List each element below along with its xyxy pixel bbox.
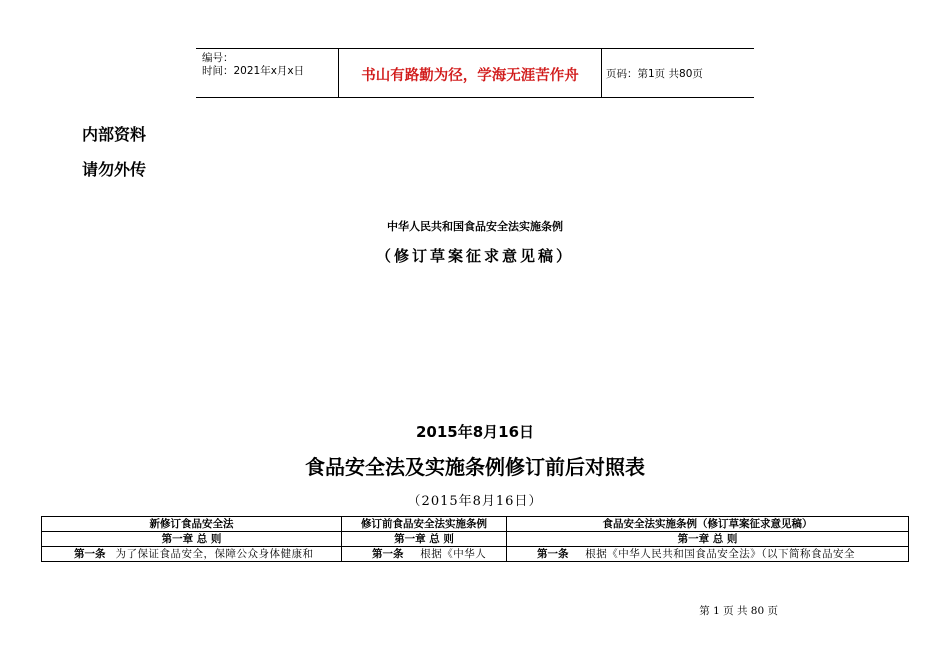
chapter-cell: 第一章 总 则 (342, 532, 507, 547)
comparison-table (41, 516, 909, 562)
article-number: 第一条 (537, 548, 569, 560)
no-distribute-notice: 请勿外传 (82, 160, 147, 179)
article-text: 根据《中华人 (420, 548, 487, 560)
column-header-draft-regulation: 食品安全法实施条例（修订草案征求意见稿） (507, 517, 909, 532)
doc-subtitle: （修订草案征求意见稿） (375, 247, 574, 265)
article-number: 第一条 (372, 548, 404, 560)
column-header-new-law: 新修订食品安全法 (42, 517, 342, 532)
main-date: （2015年8月16日） (407, 494, 543, 509)
article-text: 根据《中华人民共和国食品安全法》（以下简称食品安全 (585, 548, 855, 560)
doc-title: 中华人民共和国食品安全法实施条例 (387, 220, 563, 233)
column-header-old-regulation: 修订前食品安全法实施条例 (342, 517, 507, 532)
table-header-row (42, 517, 909, 532)
page-header (196, 48, 754, 98)
main-title: 食品安全法及实施条例修订前后对照表 (305, 455, 645, 479)
header-meta-cell (196, 49, 337, 97)
motto-text: 书山有路勤为径，学海无涯苦作舟 (361, 68, 579, 84)
chapter-cell: 第一章 总 则 (42, 532, 342, 547)
header-page-cell (602, 49, 754, 97)
page-info: 页码：第1页 共80页 (606, 68, 703, 80)
table-row (42, 547, 909, 562)
page-footer: 第 1 页 共 80 页 (699, 605, 778, 617)
article-cell (507, 547, 909, 562)
article-cell (42, 547, 342, 562)
chapter-cell: 第一章 总 则 (507, 532, 909, 547)
serial-label: 编号： (202, 52, 234, 64)
article-text: 为了保证食品安全，保障公众身体健康和 (115, 548, 314, 560)
internal-notice: 内部资料 (82, 125, 147, 144)
article-cell (342, 547, 507, 562)
doc-date: 2015年8月16日 (415, 423, 535, 441)
header-motto-cell (338, 49, 602, 97)
article-number: 第一条 (74, 548, 106, 560)
time-label: 时间：2021年x月x日 (202, 65, 305, 77)
table-row (42, 532, 909, 547)
